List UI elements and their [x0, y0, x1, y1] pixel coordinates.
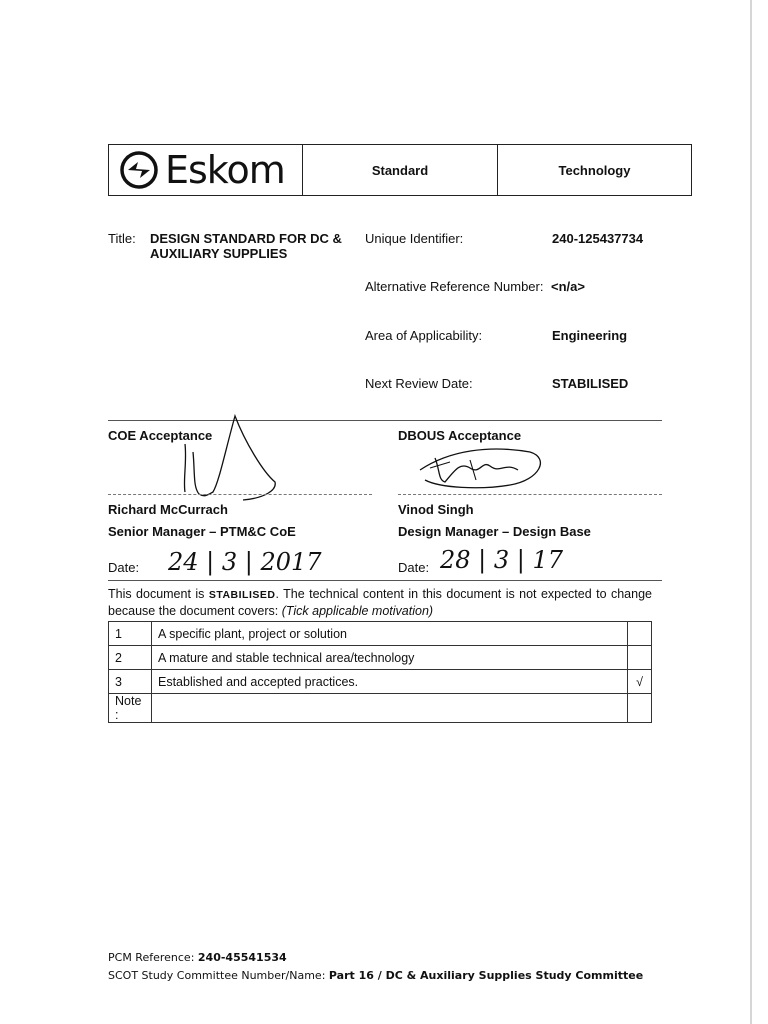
eskom-logo — [109, 145, 302, 195]
statement-stabilised: STABILISED — [208, 589, 276, 601]
title-label: Title: — [108, 231, 136, 246]
header-technology: Technology — [497, 145, 691, 195]
coe-date-label: Date: — [108, 560, 140, 575]
row-text[interactable] — [152, 694, 628, 723]
statement-part-1: This document is — [108, 587, 209, 601]
area-value: Engineering — [552, 328, 628, 343]
review-label: Next Review Date: — [365, 376, 473, 391]
acceptance-bottom-rule — [108, 580, 662, 581]
pcm-reference — [108, 951, 287, 964]
area-label: Area of Applicability: — [365, 328, 483, 343]
pcm-value: 240-45541534 — [197, 951, 287, 964]
eskom-emblem-icon — [119, 150, 159, 190]
table-row — [109, 646, 652, 670]
scot-label: SCOT Study Committee Number/Name: — [108, 969, 329, 982]
row-text: A specific plant, project or solution — [152, 622, 628, 646]
table-row — [109, 694, 652, 723]
dbous-date-label: Date: — [398, 560, 430, 575]
scot-value: Part 16 / DC & Auxiliary Supplies Study Committee — [328, 969, 644, 982]
pcm-label: PCM Reference: — [108, 951, 198, 964]
row-number: Note : — [109, 694, 152, 723]
logo-wordmark: Eskom — [165, 148, 285, 192]
statement-hint: (Tick applicable motivation) — [281, 604, 434, 618]
row-text: A mature and stable technical area/technology — [152, 646, 628, 670]
row-tick[interactable]: √ — [628, 670, 652, 694]
coe-signature-line — [108, 494, 372, 495]
row-number: 1 — [109, 622, 152, 646]
coe-acceptance-heading: COE Acceptance — [108, 428, 213, 443]
coe-signatory-role: Senior Manager – PTM&C CoE — [108, 524, 296, 539]
dbous-signatory-role: Design Manager – Design Base — [398, 524, 591, 539]
scot-reference — [108, 969, 643, 982]
statement-part-2: . The technical content in this document is not expected to change because the document covers: — [108, 587, 652, 618]
row-number: 3 — [109, 670, 152, 694]
header-standard: Standard — [302, 145, 497, 195]
uid-value: 240-125437734 — [552, 231, 644, 246]
row-text: Established and accepted practices. — [152, 670, 628, 694]
stabilised-statement — [108, 586, 652, 619]
dbous-date: 28 | 3 | 17 — [440, 546, 564, 574]
uid-label: Unique Identifier: — [365, 231, 464, 246]
coe-date: 24 | 3 | 2017 — [168, 548, 322, 576]
row-tick[interactable] — [628, 646, 652, 670]
table-row — [109, 670, 652, 694]
title-line-2: AUXILIARY SUPPLIES — [150, 246, 288, 261]
dbous-acceptance-heading: DBOUS Acceptance — [398, 428, 522, 443]
alt-ref-value: <n/a> — [551, 279, 585, 294]
dbous-signature — [410, 440, 550, 495]
scan-edge — [750, 0, 752, 1024]
review-value: STABILISED — [552, 376, 629, 391]
document-title — [150, 231, 342, 261]
row-tick[interactable] — [628, 622, 652, 646]
dbous-signatory-name: Vinod Singh — [398, 502, 474, 517]
alt-ref-label: Alternative Reference Number: — [365, 279, 544, 294]
title-line-1: DESIGN STANDARD FOR DC & — [150, 231, 342, 246]
row-number: 2 — [109, 646, 152, 670]
document-header — [108, 144, 692, 196]
row-tick[interactable] — [628, 694, 652, 723]
coe-signatory-name: Richard McCurrach — [108, 502, 228, 517]
table-row — [109, 622, 652, 646]
dbous-signature-line — [398, 494, 662, 495]
coe-signature — [165, 412, 290, 512]
motivation-table — [108, 621, 652, 723]
